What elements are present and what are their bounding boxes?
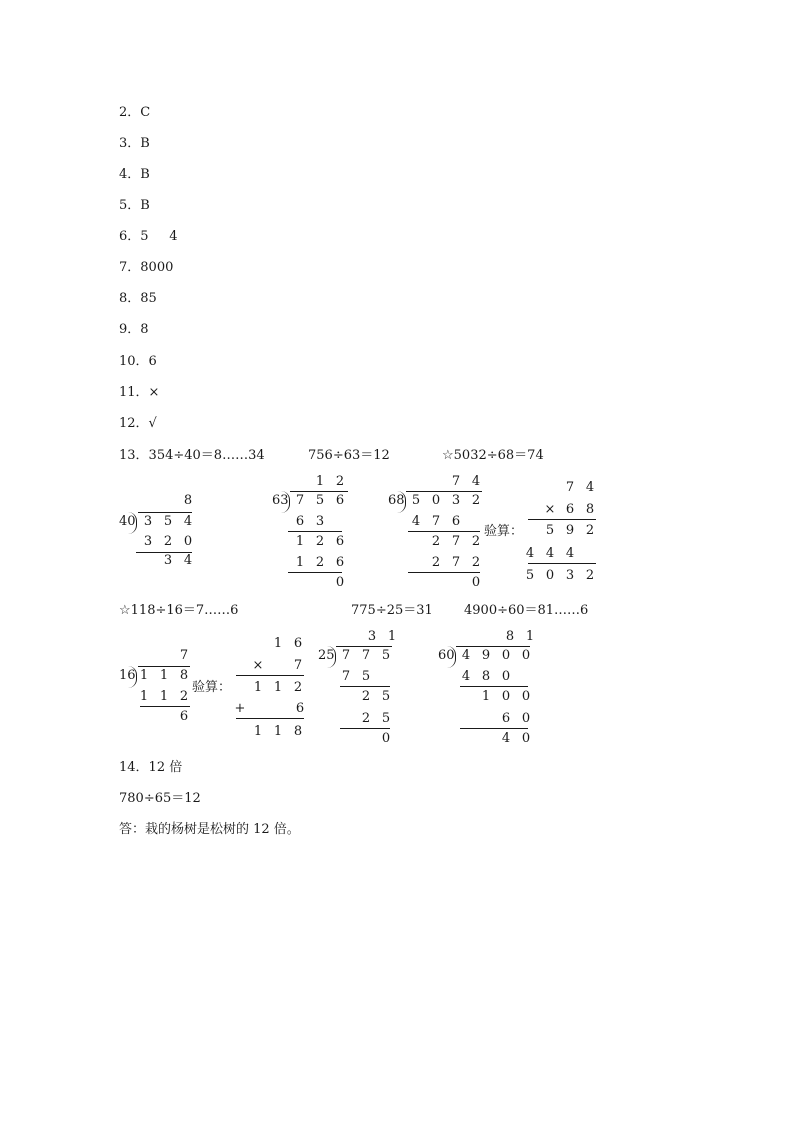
dividend: 7 5 6 xyxy=(295,493,345,508)
division-bracket xyxy=(281,491,290,513)
answer-7 xyxy=(119,260,173,276)
step-product: 2 5 xyxy=(361,711,391,726)
q13-header xyxy=(119,448,265,464)
dividend: 3 5 4 xyxy=(143,514,193,529)
quotient: 3 1 xyxy=(367,629,397,644)
quotient: 7 4 xyxy=(451,474,481,489)
divisor: 16 xyxy=(119,668,136,683)
q14-conclusion: 答：栽的杨树是松树的 12 倍。 xyxy=(119,822,300,837)
answer-number: 12． xyxy=(119,416,149,431)
answer-text: C xyxy=(140,105,151,120)
dividend: 7 7 5 xyxy=(341,648,391,663)
division-bracket xyxy=(128,512,137,534)
divisor: 60 xyxy=(438,648,455,663)
equation-1: 354÷40＝8……34 xyxy=(148,448,265,463)
dividend: 4 9 0 0 xyxy=(461,648,531,663)
q14-result: 12 倍 xyxy=(148,760,183,775)
answer-text: B xyxy=(140,198,150,213)
equation-4: ☆118÷16＝7……6 xyxy=(119,603,239,618)
answer-9 xyxy=(119,322,149,338)
answer-text: B xyxy=(140,167,150,182)
step-product: 7 5 xyxy=(341,669,371,684)
check-label: 验算： xyxy=(192,680,232,695)
remainder: 6 xyxy=(179,709,189,724)
equation-2: 756÷63＝12 xyxy=(308,448,390,463)
answer-number: 3． xyxy=(119,136,141,151)
step-product: 2 7 2 xyxy=(431,555,481,570)
quotient: 8 xyxy=(183,493,193,508)
answer-5 xyxy=(119,198,150,214)
answer-text: 6 xyxy=(148,354,157,369)
divisor: 25 xyxy=(318,648,335,663)
division-bracket xyxy=(397,491,406,513)
answer-text: B xyxy=(140,136,150,151)
q14-answer xyxy=(119,760,182,776)
answer-text: 8 xyxy=(140,322,149,337)
answer-number: 10． xyxy=(119,354,149,369)
dividend: 5 0 3 2 xyxy=(411,493,481,508)
divisor: 68 xyxy=(388,493,405,508)
answer-2 xyxy=(119,105,150,121)
equation-5: 775÷25＝31 xyxy=(351,603,433,618)
answer-number: 4． xyxy=(119,167,141,182)
answer-number: 9． xyxy=(119,322,141,337)
answer-8 xyxy=(119,291,157,307)
answer-4 xyxy=(119,167,150,183)
answer-text: 5 4 xyxy=(140,229,178,244)
q14-equation: 780÷65＝12 xyxy=(119,791,201,806)
answer-text: 85 xyxy=(140,291,157,306)
step-value: 2 5 xyxy=(361,689,391,704)
step-product: 3 2 0 xyxy=(143,534,193,549)
answer-10 xyxy=(119,354,157,370)
answer-number: 6． xyxy=(119,229,141,244)
check-label: 验算： xyxy=(484,524,524,539)
step-product: 6 0 xyxy=(501,711,531,726)
answer-11 xyxy=(119,385,159,401)
answer-number: 5． xyxy=(119,198,141,213)
q13-number: 13． xyxy=(119,448,149,463)
equation-6: 4900÷60＝81……6 xyxy=(464,603,589,618)
dividend: 1 1 8 xyxy=(139,668,189,683)
remainder: 0 xyxy=(381,731,391,746)
answer-12 xyxy=(119,416,157,432)
divisor: 63 xyxy=(272,493,289,508)
equation-3: ☆5032÷68＝74 xyxy=(442,448,544,463)
answer-3 xyxy=(119,136,150,152)
answer-text: × xyxy=(148,385,160,400)
quotient: 1 2 xyxy=(315,474,345,489)
answer-number: 7． xyxy=(119,260,141,275)
division-bracket xyxy=(447,646,456,668)
answer-number: 8． xyxy=(119,291,141,306)
quotient: 7 xyxy=(179,648,189,663)
q14-number: 14． xyxy=(119,760,149,775)
step-product: 4 8 0 xyxy=(461,669,511,684)
remainder: 0 xyxy=(335,575,345,590)
divisor: 40 xyxy=(119,514,136,529)
remainder: 0 xyxy=(471,575,481,590)
division-bracket xyxy=(327,646,336,668)
remainder: 4 0 xyxy=(501,731,531,746)
answer-text: √ xyxy=(148,416,157,431)
answer-number: 2． xyxy=(119,105,141,120)
answer-number: 11． xyxy=(119,385,149,400)
step-value: 1 2 6 xyxy=(295,534,345,549)
step-product: 1 2 6 xyxy=(295,555,345,570)
step-product: 4 7 6 xyxy=(411,514,461,529)
step-product: 6 3 xyxy=(295,514,325,529)
answer-6 xyxy=(119,229,178,245)
step-product: 1 1 2 xyxy=(139,689,189,704)
step-value: 1 0 0 xyxy=(481,689,531,704)
quotient: 8 1 xyxy=(505,629,535,644)
step-value: 2 7 2 xyxy=(431,534,481,549)
remainder: 3 4 xyxy=(163,553,193,568)
answer-text: 8000 xyxy=(140,260,174,275)
